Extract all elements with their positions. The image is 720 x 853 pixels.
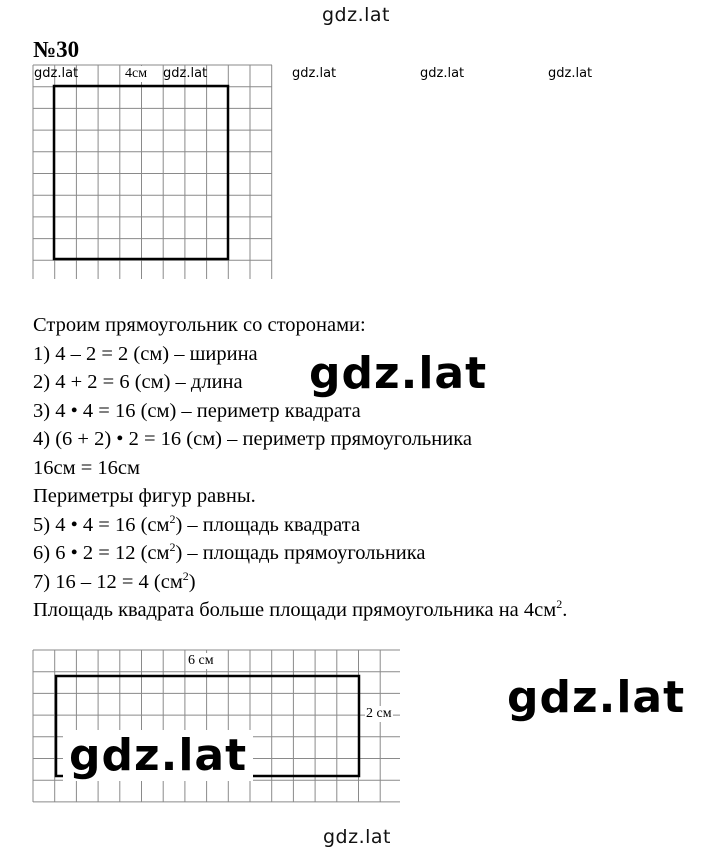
solution-step-2: 2) 4 + 2 = 6 (см) – длина xyxy=(33,371,243,393)
solution-step-6: 6) 6 • 2 = 12 $(см^2)$ – площадь прямоугольника xyxy=(33,540,426,564)
watermark-big-3: gdz.lat xyxy=(507,672,686,723)
solution-step-5: 5) 4 • 4 = 16 $(см^2)$ – площадь квадрата xyxy=(33,511,361,536)
watermark-row-3: gdz.lat xyxy=(548,66,593,81)
watermark-big-2: gdz.lat xyxy=(63,730,253,781)
square-side-label: 4см xyxy=(125,66,148,81)
solution-conclusion: Площадь квадрата больше площади прямоугольника на $4см^2$. xyxy=(33,597,568,621)
watermark-grid-1: gdz.lat xyxy=(34,66,79,81)
watermark-row-2: gdz.lat xyxy=(420,66,465,81)
watermark-row-1: gdz.lat xyxy=(292,66,337,81)
watermark-big-1: gdz.lat xyxy=(309,348,488,399)
solution-equality: 16см = 16см xyxy=(33,456,140,479)
solution-step-7: 7) 16 – 12 = 4 $(см^2)$ xyxy=(33,568,196,593)
solution-step-4: 4) (6 + 2) • 2 = 16 (см) – периметр прямоугольника xyxy=(33,428,472,450)
solution-intro: Строим прямоугольник со сторонами: xyxy=(33,314,366,336)
rectangle-length-label: 6 см xyxy=(188,653,214,668)
watermark-bottom: gdz.lat xyxy=(323,826,392,848)
problem-number: №30 xyxy=(33,37,80,62)
solution-step-1: 1) 4 – 2 = 2 (см) – ширина xyxy=(33,342,258,365)
solution-step-3: 3) 4 • 4 = 16 (см) – периметр квадрата xyxy=(33,399,361,422)
solution-perimeters-conclusion: Периметры фигур равны. xyxy=(33,485,256,507)
watermark-grid-2: gdz.lat xyxy=(163,66,208,81)
watermark-top: gdz.lat xyxy=(322,4,391,26)
rectangle-width-label: 2 см xyxy=(366,706,392,721)
